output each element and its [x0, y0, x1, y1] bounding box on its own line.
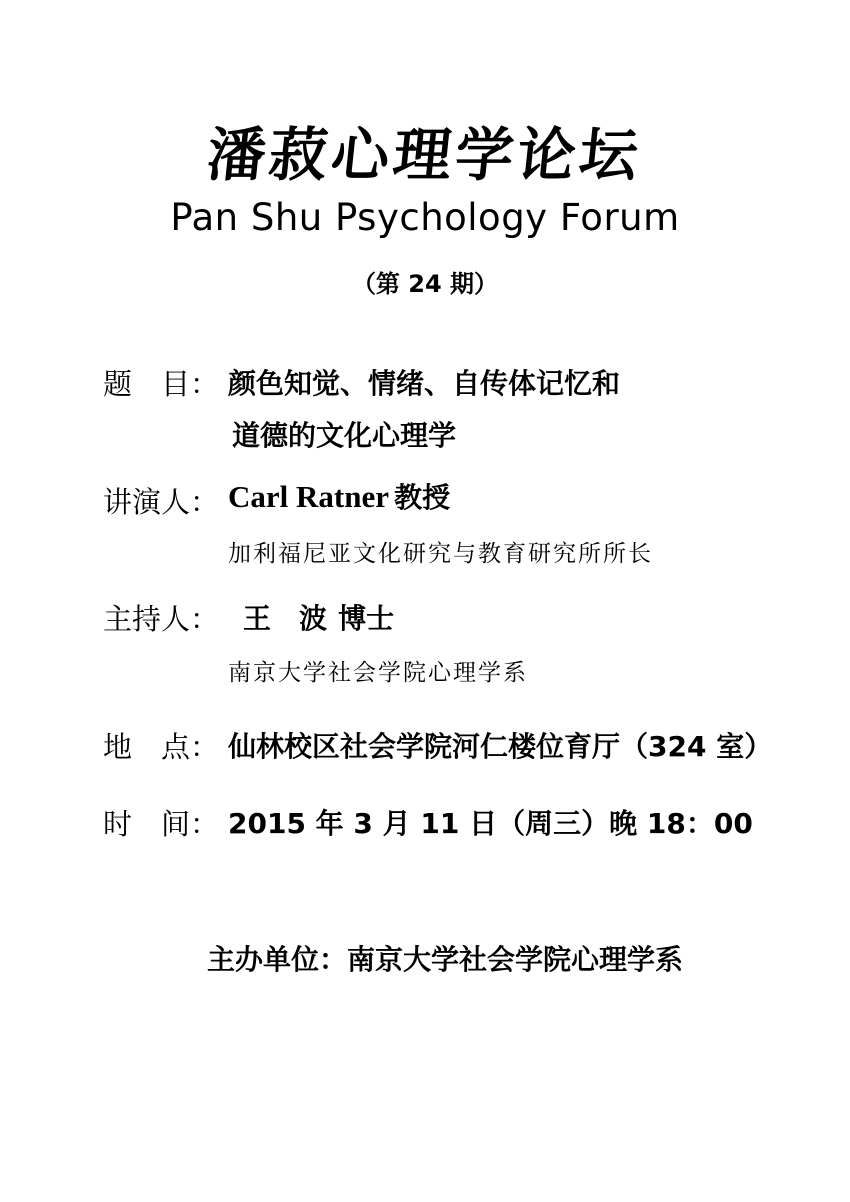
- topic-line-1: 颜色知觉、情绪、自传体记忆和: [228, 367, 621, 400]
- host-affiliation: 南京大学社会学院心理学系: [228, 660, 528, 686]
- speaker-title: 教授: [394, 481, 451, 514]
- location-value: 仙林校区社会学院河仁楼位育厅（324 室）: [228, 730, 773, 763]
- time-value: 2015 年 3 月 11 日（周三）晚 18：00: [228, 807, 753, 840]
- speaker-label: 讲演人：: [103, 485, 220, 519]
- host-title: 博士: [338, 602, 395, 635]
- organizer: 主办单位：南京大学社会学院心理学系: [207, 943, 684, 976]
- topic-label: 题 目：: [103, 367, 220, 401]
- host-line: [243, 597, 394, 637]
- issue-number: （第 24 期）: [351, 270, 499, 298]
- host-name: 王 波: [243, 602, 328, 635]
- forum-title-english: Pan Shu Psychology Forum: [170, 196, 680, 239]
- location-label: 地 点：: [103, 730, 220, 764]
- time-label: 时 间：: [103, 807, 220, 841]
- forum-title-chinese: 潘菽心理学论坛: [203, 121, 646, 189]
- host-label: 主持人：: [103, 602, 220, 636]
- speaker-affiliation: 加利福尼亚文化研究与教育研究所所长: [228, 541, 653, 567]
- speaker-line: [228, 476, 450, 516]
- speaker-name: Carl Ratner: [228, 479, 389, 514]
- topic-line-2: 道德的文化心理学: [232, 419, 457, 452]
